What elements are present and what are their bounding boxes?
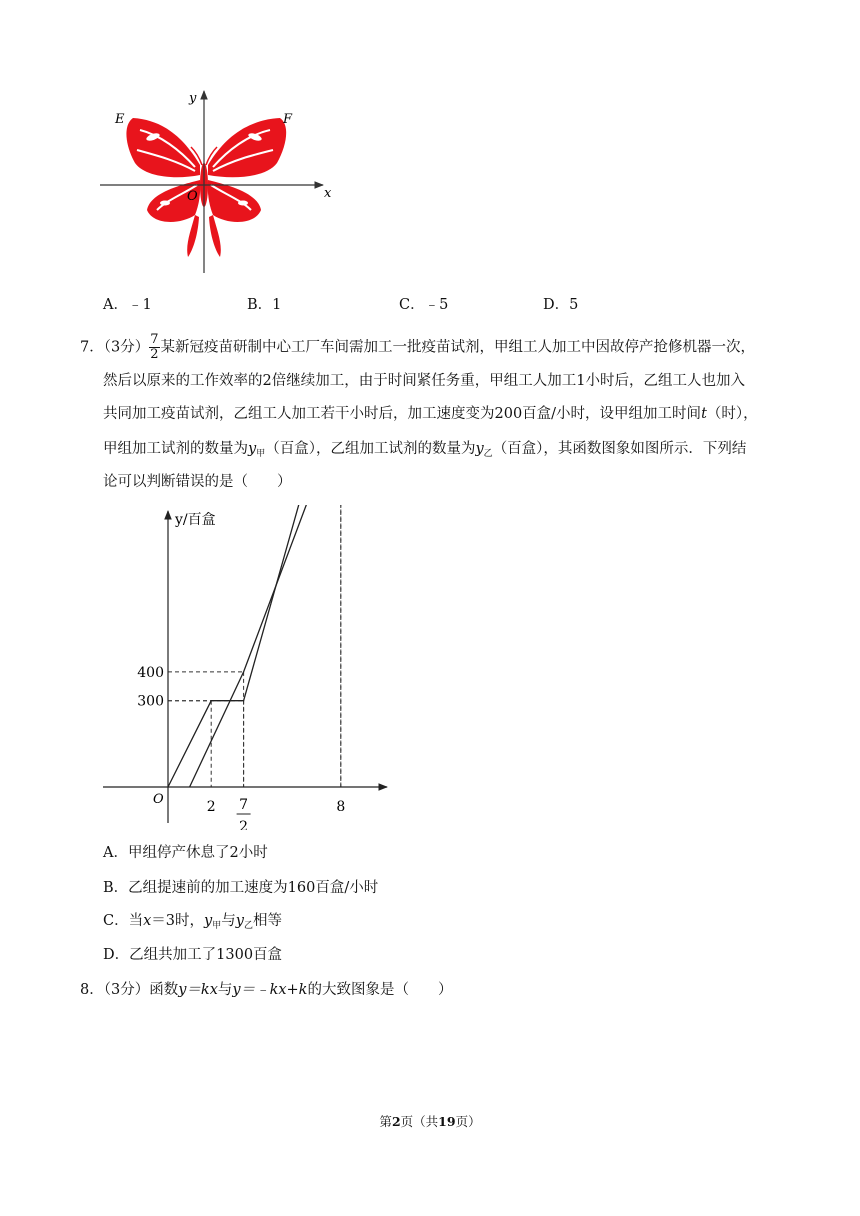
q7-option-d: D．乙组共加工了1300百盒	[103, 947, 283, 963]
q7-option-a: A．甲组停产休息了2小时	[103, 845, 268, 861]
q8-line-1: 8．（3分）函数y＝kx与y＝﹣kx+k的大致图象是（ ）	[80, 982, 453, 998]
point-f-label: F	[283, 112, 293, 127]
svg-text:2: 2	[239, 819, 249, 830]
butterfly-wings	[126, 118, 286, 257]
q7-line-1: 7．（3分） $\frac{7}{2}$ 某新冠疫苗研制中心工厂车间需加工一批疫苗试剂，甲组工人加工中因故停产抢修机器一次，	[80, 332, 755, 362]
chart-series	[168, 505, 341, 787]
q7-line-3: 共同加工疫苗试剂，乙组工人加工若干小时后，加工速度变为200百盒/小时，设甲组加工时间t（时），	[103, 406, 758, 422]
chart-origin-label: O	[153, 792, 164, 807]
q6-option-c: C．﹣5	[399, 297, 449, 313]
q7-function-graph	[95, 505, 395, 830]
x-tick-8: 8	[336, 799, 346, 815]
origin-label: O	[187, 189, 198, 204]
guide-lines	[168, 505, 341, 787]
series-line-jia	[168, 505, 341, 787]
x-tick-2: 2	[206, 799, 216, 815]
butterfly-right-tail	[209, 215, 221, 257]
butterfly-left-tail	[187, 215, 199, 257]
butterfly-lower-right-wing	[208, 180, 261, 222]
y-tick-300: 300	[137, 693, 164, 710]
q7-line-5: 论可以判断错误的是（ ）	[103, 474, 292, 490]
q6-option-a: A．﹣1	[103, 297, 152, 313]
q6-option-d: D．5	[543, 297, 579, 313]
q7-line-4: 甲组加工试剂的数量为$y_甲$（百盒），乙组加工试剂的数量为$y_乙$（百盒），其函数图象如图所示．下列结	[103, 441, 747, 459]
x-axis-label: x	[324, 186, 332, 201]
chart-y-axis-label: y/百盒	[175, 512, 216, 528]
y-tick-400: 400	[137, 664, 164, 681]
y-axis-label: y	[189, 91, 197, 106]
series-line-yi	[190, 505, 341, 787]
svg-text:7: 7	[239, 797, 249, 813]
q7-fraction: $\frac{7}{2}$	[150, 332, 159, 362]
point-e-label: E	[115, 112, 125, 127]
q7-option-c: C．当x＝3时，$y_甲$与$y_乙$相等	[103, 913, 282, 931]
butterfly-figure	[95, 85, 345, 280]
page-footer: 第2页（共19页）	[379, 1114, 481, 1129]
x-tick-7-over-2	[237, 797, 251, 830]
q7-line-2: 然后以原来的工作效率的2倍继续加工，由于时间紧任务重，甲组工人加工1小时后，乙组工人也加入	[103, 373, 745, 389]
q7-option-b: B．乙组提速前的加工速度为160百盒/小时	[103, 880, 379, 896]
q6-option-b: B．1	[247, 297, 282, 313]
